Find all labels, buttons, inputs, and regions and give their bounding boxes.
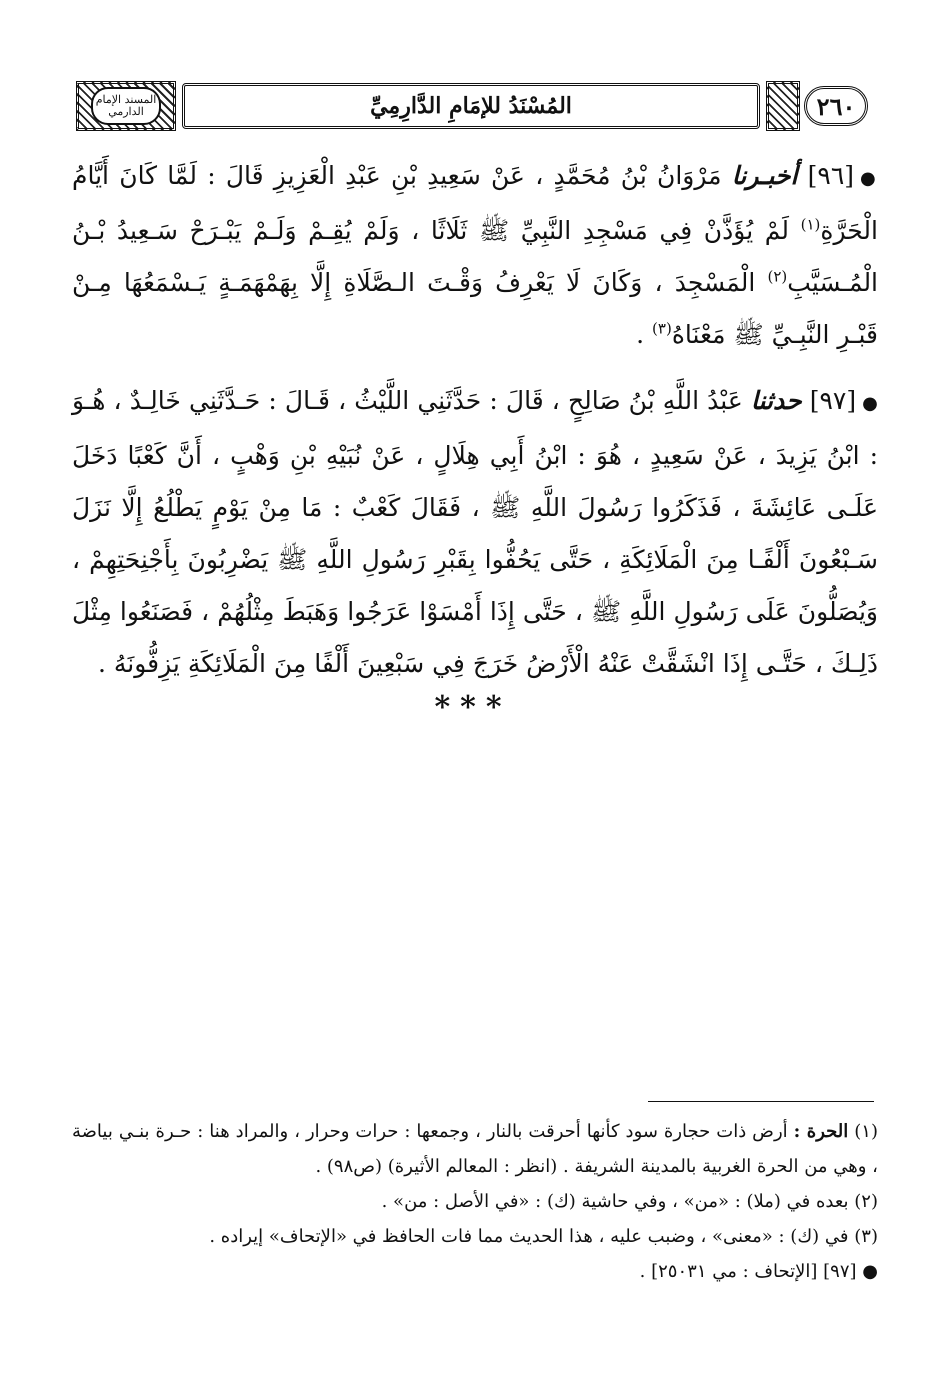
- footnote-marker: (١): [854, 1121, 878, 1142]
- footnote-text: بعده في (ملا) : «من» ، وفي حاشية (ك) : «في الأصل : من» .: [381, 1191, 849, 1212]
- narration-keyword: أخبـرنا: [731, 161, 798, 190]
- footnote-text: أرض ذات حجارة سود كأنها أحرقت بالنار ، وجمعها : حرات وحرار ، والمراد هنا : حـرة بنـي بياضة ، وهي من الحرة الغربية بالمدينة الشريفة . (انظر : المعالم الأثيرة) (ص٩٨) .: [72, 1121, 878, 1177]
- footnote-text: في (ك) : «معنى» ، وضبب عليه ، هذا الحديث مما فات الحافظ في «الإتحاف» إيراده .: [209, 1226, 849, 1247]
- footnote-ref: (٣): [652, 319, 672, 338]
- ornament-seal: المسند الإمام الدارمي: [91, 87, 161, 125]
- footnote-1: [72, 1114, 878, 1184]
- footnote-3: [72, 1219, 878, 1254]
- footnote-ref: (٢): [767, 267, 788, 286]
- hadith-text-body: [72, 150, 878, 704]
- footnote-marker: (٣): [854, 1226, 878, 1247]
- footnote-2: [72, 1184, 878, 1219]
- footnote-ref: (١): [800, 215, 821, 234]
- bullet-icon: ●: [862, 1261, 878, 1282]
- hadith-text: الْمَسْجِدَ ، وَكَانَ لَا يَعْرِفُ وَقْـتَ الـصَّلَاةِ إِلَّا بِهَمْهَمَـةٍ يَـسْمَعُهَا مِـنْ قَبْـرِ النَّبِـيِّ ﷺ مَعْنَاهُ: [72, 268, 878, 349]
- hadith-text: مَرْوَانُ بْنُ مُحَمَّدٍ ، عَنْ سَعِيدِ بْنِ عَبْدِ الْعَزِيزِ قَالَ : لَمَّا كَانَ أَيَّامُ الْحَرَّةِ: [72, 161, 878, 245]
- footnote-marker: (٢): [854, 1191, 878, 1212]
- running-title: المُسْنَدُ للإمَامِ الدَّارِمِيِّ: [182, 83, 760, 129]
- hadith-number: [٩٧]: [809, 386, 857, 415]
- hadith-text: عَبْدُ اللَّهِ بْنُ صَالِحٍ ، قَالَ : حَدَّثَنِي اللَّيْثُ ، قَـالَ : حَـدَّثَنِي خَالِـدٌ ، هُـوَ : ابْنُ يَزِيدَ ، عَنْ سَعِيدٍ ، هُوَ : ابْنُ أَبِي هِلَالٍ ، عَنْ نُبَيْهِ بْنِ وَهْبٍ ، أَنَّ كَعْبًا دَخَلَ عَلَـى عَائِشَةَ ، فَذَكَرُوا رَسُولَ اللَّهِ ﷺ ، فَقَالَ كَعْبٌ : مَا مِنْ يَوْمٍ يَطْلُعُ إِلَّا نَزَلَ سَـبْعُونَ أَلْفًـا مِنَ الْمَلَائِكَةِ ، حَتَّى يَحُفُّوا بِقَبْرِ رَسُولِ اللَّهِ ﷺ يَضْرِبُونَ بِأَجْنِحَتِهِمْ ، وَيُصَلُّونَ عَلَى رَسُولِ اللَّهِ ﷺ ، حَتَّى إِذَا أَمْسَوْا عَرَجُوا وَهَبَطَ مِثْلُهُمْ ، فَصَنَعُوا مِثْلَ ذَلِـكَ ، حَتَّـى إِذَا انْشَقَّتْ عَنْهُ الْأَرْضُ خَرَجَ فِي سَبْعِينَ أَلْفًا مِنَ الْمَلَائِكَةِ يَزِفُّونَهُ .: [72, 386, 878, 678]
- bullet-icon: ●: [860, 168, 878, 189]
- hadith-97: [72, 375, 878, 690]
- footnote-term: الحرة :: [793, 1121, 849, 1142]
- bullet-icon: ●: [862, 393, 878, 414]
- header-ornament-left: [76, 81, 176, 131]
- hadith-number: [٩٦]: [807, 161, 855, 190]
- hadith-text: لَمْ يُؤَذَّنْ فِي مَسْجِدِ النَّبِيِّ ﷺ ثَلَاثًا ، وَلَمْ يُقِـمْ وَلَـمْ يَبْـرَحْ سَـعِيدُ بْـنُ الْمُـسَيَّبِ: [72, 216, 879, 297]
- page-header: [76, 78, 868, 134]
- page-number: ٢٦٠: [804, 86, 868, 126]
- hadith-96: [72, 150, 878, 361]
- section-separator: ***: [434, 690, 512, 725]
- header-ornament-right: [766, 81, 800, 131]
- footnote-text: [٩٧] [الإتحاف : مي ٢٥٠٣١] .: [639, 1261, 857, 1282]
- narration-keyword: حدثنا: [750, 386, 802, 415]
- hadith-end: .: [636, 320, 653, 349]
- footnotes: [72, 1114, 878, 1289]
- footnote-reference: [72, 1254, 878, 1289]
- footnote-divider: [648, 1101, 874, 1102]
